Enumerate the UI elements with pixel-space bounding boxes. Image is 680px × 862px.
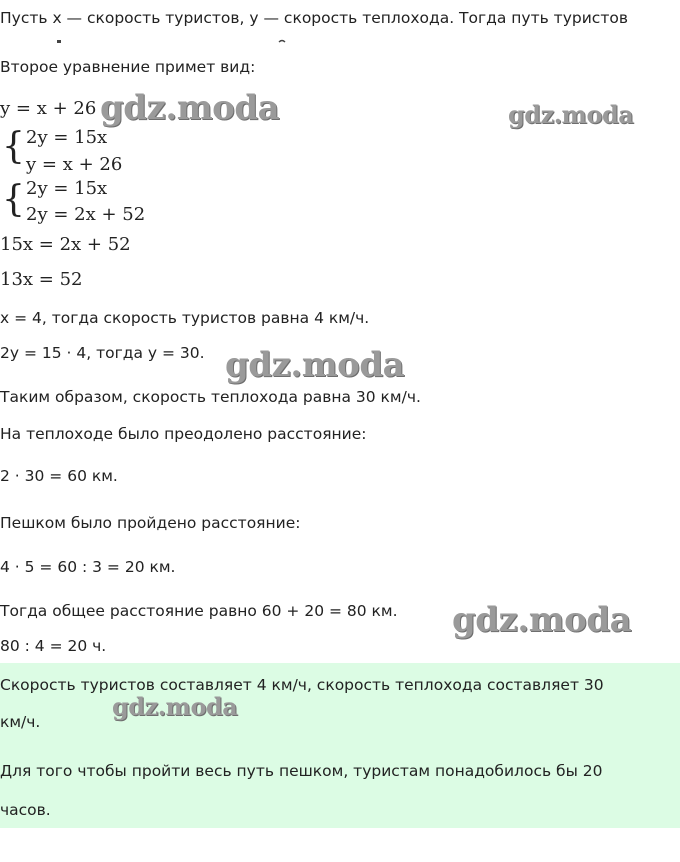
cropped-line-fragment <box>0 36 300 46</box>
answer-line-1: Скорость туристов составляет 4 км/ч, скорость теплохода составляет 30 <box>0 676 604 694</box>
watermark-2: gdz.moda <box>508 100 634 129</box>
system-1-brace: { <box>2 126 25 167</box>
answer-line-3: Для того чтобы пройти весь путь пешком, туристам понадобилось бы 20 <box>0 762 603 780</box>
system-2-brace: { <box>2 179 25 220</box>
system-2-eq-b: 2y = 2x + 52 <box>26 204 146 225</box>
equation-3: 13x = 52 <box>0 269 83 290</box>
watermark-3: gdz.moda <box>225 345 405 385</box>
boat-speed-result-line: Таким образом, скорость теплохода равна 30 км/ч. <box>0 388 421 406</box>
boat-distance-calc: 2 · 30 = 60 км. <box>0 467 118 485</box>
watermark-5: gdz.moda <box>112 692 238 721</box>
answer-line-2: км/ч. <box>0 713 41 731</box>
walk-distance-calc: 4 · 5 = 60 : 3 = 20 км. <box>0 558 176 576</box>
tourist-speed-line: x = 4, тогда скорость туристов равна 4 км/ч. <box>0 309 370 327</box>
watermark-1: gdz.moda <box>100 88 280 128</box>
boat-speed-calc-line: 2y = 15 · 4, тогда y = 30. <box>0 344 205 362</box>
equation-2: 15x = 2x + 52 <box>0 234 131 255</box>
intro-line: Пусть x — скорость туристов, y — скорость теплохода. Тогда путь туристов <box>0 9 628 27</box>
second-equation-heading: Второе уравнение примет вид: <box>0 58 256 76</box>
time-calc-line: 80 : 4 = 20 ч. <box>0 637 107 655</box>
system-1-eq-b: y = x + 26 <box>26 154 123 175</box>
total-distance-line: Тогда общее расстояние равно 60 + 20 = 80 км. <box>0 602 398 620</box>
walk-distance-heading: Пешком было пройдено расстояние: <box>0 514 301 532</box>
system-1-eq-a: 2y = 15x <box>26 127 108 148</box>
answer-line-4: часов. <box>0 801 51 819</box>
system-2-eq-a: 2y = 15x <box>26 178 108 199</box>
boat-distance-heading: На теплоходе было преодолено расстояние: <box>0 425 367 443</box>
equation-1: y = x + 26 <box>0 98 97 119</box>
watermark-4: gdz.moda <box>452 600 632 640</box>
